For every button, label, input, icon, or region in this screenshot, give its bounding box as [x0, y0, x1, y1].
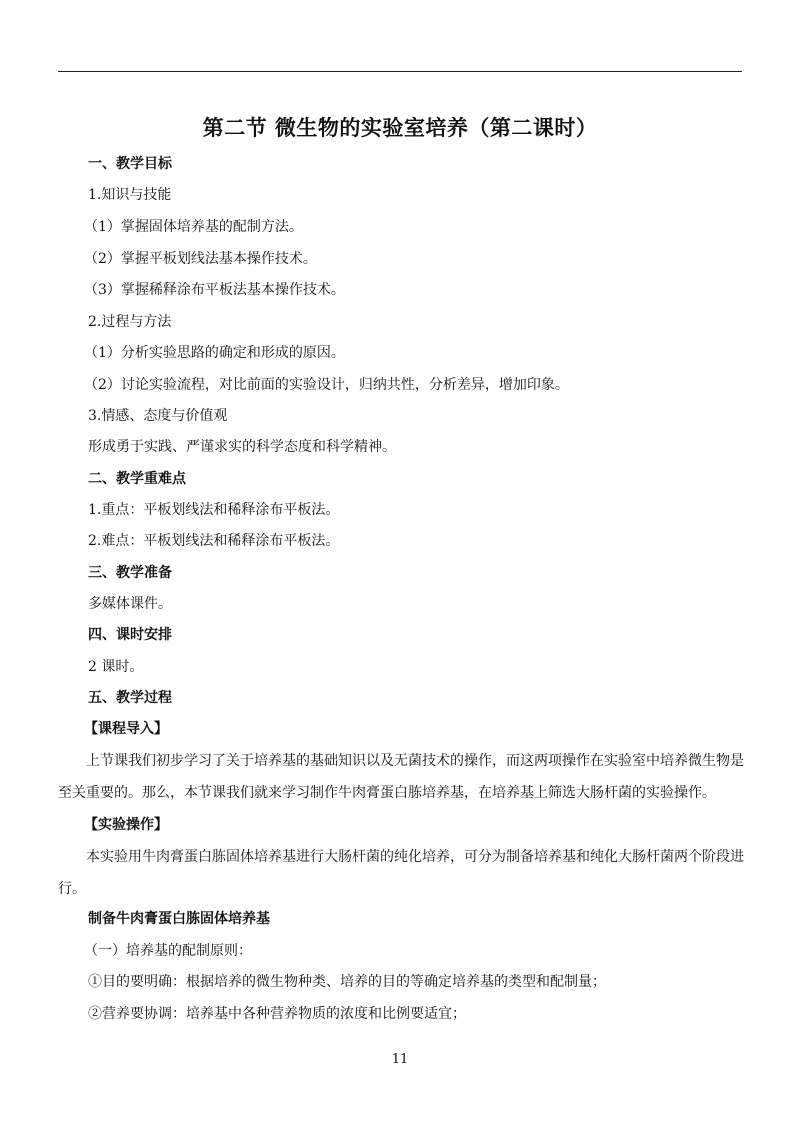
knowledge-item-1: （1）掌握固体培养基的配制方法。: [84, 219, 303, 235]
principle-item-2: ②营养要协调：培养基中各种营养物质的浓度和比例要适宜；: [88, 1006, 466, 1022]
header-rule: [58, 71, 742, 72]
section-heading-keypoints: 二、教学重难点: [88, 471, 186, 487]
attitude-text: 形成勇于实践、严谨求实的科学态度和科学精神。: [88, 439, 396, 455]
section-heading-schedule: 四、课时安排: [88, 627, 172, 643]
difficult-point: 2.难点：平板划线法和稀释涂布平板法。: [88, 533, 340, 549]
principle-heading: （一）培养基的配制原则：: [84, 943, 252, 959]
page-title: 第二节 微生物的实验室培养（第二课时）: [202, 115, 598, 140]
page-number: 11: [391, 1052, 409, 1067]
section-heading-preparation: 三、教学准备: [88, 565, 172, 581]
operation-paragraph: 本实验用牛肉膏蛋白胨固体培养基进行大肠杆菌的纯化培养，可分为制备培养基和纯化大肠杆菌两个阶段进行。: [58, 849, 744, 897]
knowledge-item-3: （3）掌握稀释涂布平板法基本操作技术。: [84, 282, 345, 298]
knowledge-item-2: （2）掌握平板划线法基本操作技术。: [84, 251, 317, 267]
section-heading-objectives: 一、教学目标: [88, 156, 172, 172]
intro-paragraph: 上节课我们初步学习了关于培养基的基础知识以及无菌技术的操作，而这两项操作在实验室中培养微生物是至关重要的。那么，本节课我们就来学习制作牛肉膏蛋白胨培养基，在培养基上筛选大肠杆菌的实验操作。: [58, 753, 744, 801]
schedule-text: 2 课时。: [88, 659, 144, 675]
preparation-text: 多媒体课件。: [88, 596, 172, 612]
subheading-attitude: 3.情感、态度与价值观: [88, 408, 228, 424]
operation-title: 【实验操作】: [84, 817, 168, 833]
subheading-process: 2.过程与方法: [88, 314, 172, 330]
medium-prep-title: 制备牛肉膏蛋白胨固体培养基: [88, 911, 270, 927]
process-item-2: （2）讨论实验流程，对比前面的实验设计，归纳共性，分析差异，增加印象。: [84, 377, 569, 393]
section-heading-process: 五、教学过程: [88, 690, 172, 706]
key-point: 1.重点：平板划线法和稀释涂布平板法。: [88, 502, 340, 518]
subheading-knowledge: 1.知识与技能: [88, 187, 172, 203]
intro-title: 【课程导入】: [84, 721, 168, 737]
principle-item-1: ①目的要明确：根据培养的微生物种类、培养的目的等确定培养基的类型和配制量；: [88, 974, 606, 990]
process-item-1: （1）分析实验思路的确定和形成的原因。: [84, 345, 345, 361]
